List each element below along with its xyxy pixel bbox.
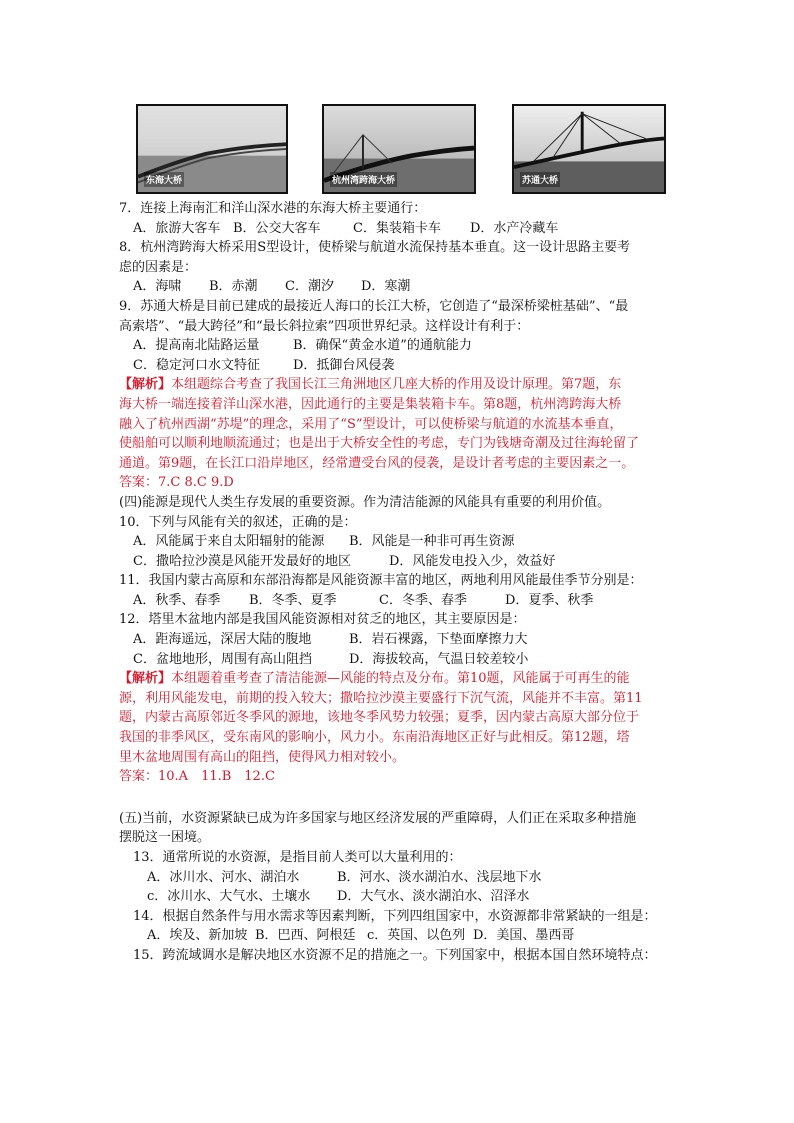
option-c: C．冬季、春季 [379,592,467,608]
option-d: D．寒潮 [361,279,411,295]
question-8-options [119,277,685,297]
analysis-2-line4: 我国的非季风区，受东南风的影响小，风力小。东南沿海地区正好与此相反。第12题，塔 [119,730,630,746]
photo-caption: 东海大桥 [144,172,184,187]
option-a: A．风能属于来自太阳辐射的能源 [133,534,325,550]
question-7-options [119,219,685,239]
bridge-photos [136,104,666,194]
option-d: D．风能发电投入少，效益好 [389,553,556,569]
photo-caption: 杭州湾跨海大桥 [330,172,397,187]
analysis-1-line1 [119,375,685,395]
option-a: A．提高南北陆路运量 [133,338,260,354]
analysis-2-line5: 里木盆地周围有高山的阻挡，使得风力相对较小。 [119,749,406,765]
question-12-options-row1 [119,630,685,650]
option-a: A．旅游大客车 [133,220,221,236]
option-b: B．赤潮 [209,279,258,295]
photo-hangzhou-bay-bridge [322,104,476,194]
question-9-stem-line1: 9．苏通大桥是目前已建成的最接近人海口的长江大桥，它创造了“最深桥梁桩基础”、“最 [119,298,629,314]
option-d: D．大气水、淡水湖泊水、沼泽水 [337,889,530,905]
analysis-tag: 【解析】 [119,671,172,687]
option-a: A．距海遥远，深居大陆的腹地 [133,632,312,648]
option-c: C．撒哈拉沙漠是风能开发最好的地区 [133,553,351,569]
question-8-stem-line2: 虑的因素是： [119,259,198,275]
question-9-options-row1 [119,336,685,356]
option-c: C．盆地地形，周围有高山阻挡 [133,651,312,667]
option-b: B．风能是一种非可再生资源 [349,534,515,550]
option-c: c．冰川水、大气水、土壤水 [147,889,311,905]
option-d: D．夏季、秋季 [505,592,594,608]
question-14-stem: 14．根据自然条件与用水需求等因素判断，下列四组国家中，水资源都非常紧缺的一组是： [133,908,657,924]
analysis-2-line1 [119,669,685,689]
option-a: A．秋季、春季 [133,592,221,608]
question-12-options-row2 [119,650,685,670]
answer-1: 答案：7.C 8.C 9.D [119,475,234,491]
option-b: B．岩石裸露，下垫面摩擦力大 [349,632,528,648]
answer-2: 答案：10.A 11.B 12.C [119,769,275,785]
question-9-options-row2 [119,356,685,376]
option-b: B．公交大客车 [233,220,321,236]
option-d: D．抵御台风侵袭 [293,357,395,373]
question-10-stem: 10．下列与风能有关的叙述，正确的是： [119,514,357,530]
document-body [119,199,685,966]
option-a: A．海啸 [133,279,182,295]
option-c: C．潮汐 [285,279,334,295]
option-b: B．冬季、夏季 [249,592,337,608]
analysis-1-line4: 使船舶可以顺利地顺流通过；也是出于大桥安全性的考虑，专门为钱塘奇潮及过往海轮留了 [119,436,640,452]
question-13-options-row1 [119,868,685,888]
option-a: A．冰川水、河水、湖泊水 [147,869,300,885]
option-b: B．确保“黄金水道”的通航能力 [293,338,472,354]
question-13-stem: 13．通常所说的水资源，是指目前人类可以大量利用的： [133,850,462,865]
question-11-stem: 11．我国内蒙古高原和东部沿海都是风能资源丰富的地区，两地利用风能最佳季节分别是： [119,573,643,589]
option-d: D．美国、墨西哥 [473,928,575,944]
section-5-intro-line2: 摆脱这一困境。 [119,830,211,846]
question-14-options [119,926,685,946]
analysis-1-line2: 海大桥一端连接着洋山深水港，因此通行的主要是集装箱卡车。第8题，杭州湾跨海大桥 [119,396,622,412]
option-b: B．巴西、阿根廷 [255,928,356,944]
option-c: C．稳定河口水文特征 [133,357,260,373]
question-7-stem: 7．连接上海南汇和洋山深水港的东海大桥主要通行： [119,201,427,216]
section-4-intro: (四)能源是现代人类生存发展的重要资源。作为清洁能源的风能具有重要的利用价值。 [119,494,611,510]
analysis-text: 本组题综合考查了我国长江三角洲地区几座大桥的作用及设计原理。第7题，东 [171,377,622,393]
question-11-options [119,591,685,611]
question-9-stem-line2: 高索塔”、“最大跨径”和“最长斜拉索”四项世界纪录。这样设计有利于： [119,318,530,334]
analysis-2-line3: 题，内蒙古高原邻近冬季风的源地，该地冬季风势力较强；夏季，因内蒙古高原大部分位于 [119,710,640,726]
analysis-tag: 【解析】 [119,377,172,393]
section-5-intro-line1: (五)当前，水资源紧缺已成为许多国家与地区经济发展的严重障碍，人们正在采取多种措施 [119,810,637,826]
option-a: A．埃及、新加坡 [147,928,248,944]
option-d: D．海拔较高，气温日较差较小 [349,651,529,667]
option-c: C．集装箱卡车 [353,220,441,236]
option-c: c．英国、以色列 [367,928,466,944]
analysis-1-line3: 融入了杭州西湖“苏堤”的理念，采用了“S”型设计，可以使桥梁与航道的水流基本垂直， [119,416,623,432]
question-10-options-row2 [119,552,685,572]
question-10-options-row1 [119,532,685,552]
question-15-stem: 15．跨流域调水是解决地区水资源不足的措施之一。下列国家中，根据本国自然环境特点： [133,947,657,963]
analysis-1-line5: 通道。第9题，在长江口沿岸地区，经常遭受台风的侵袭，是设计者考虑的主要因素之一。 [119,455,635,471]
photo-sutong-bridge [512,104,666,194]
option-b: B．河水、淡水湖泊水、浅层地下水 [337,869,542,885]
option-d: D．水产冷藏车 [470,220,559,236]
analysis-text: 本组题着重考查了清洁能源—风能的特点及分布。第10题，风能属于可再生的能 [171,671,630,687]
question-8-stem-line1: 8．杭州湾跨海大桥采用S型设计，使桥梁与航道水流保持基本垂直。这一设计思路主要考 [119,240,631,256]
question-13-options-row2 [119,887,685,907]
question-12-stem: 12．塔里木盆地内部是我国风能资源相对贫乏的地区，其主要原因是： [119,612,526,628]
photo-donghai-bridge [136,104,288,194]
analysis-2-line2: 源，利用风能发电，前期的投入较大；撒哈拉沙漠主要盛行下沉气流，风能并不丰富。第11 [119,690,643,706]
photo-caption: 苏通大桥 [520,172,560,187]
